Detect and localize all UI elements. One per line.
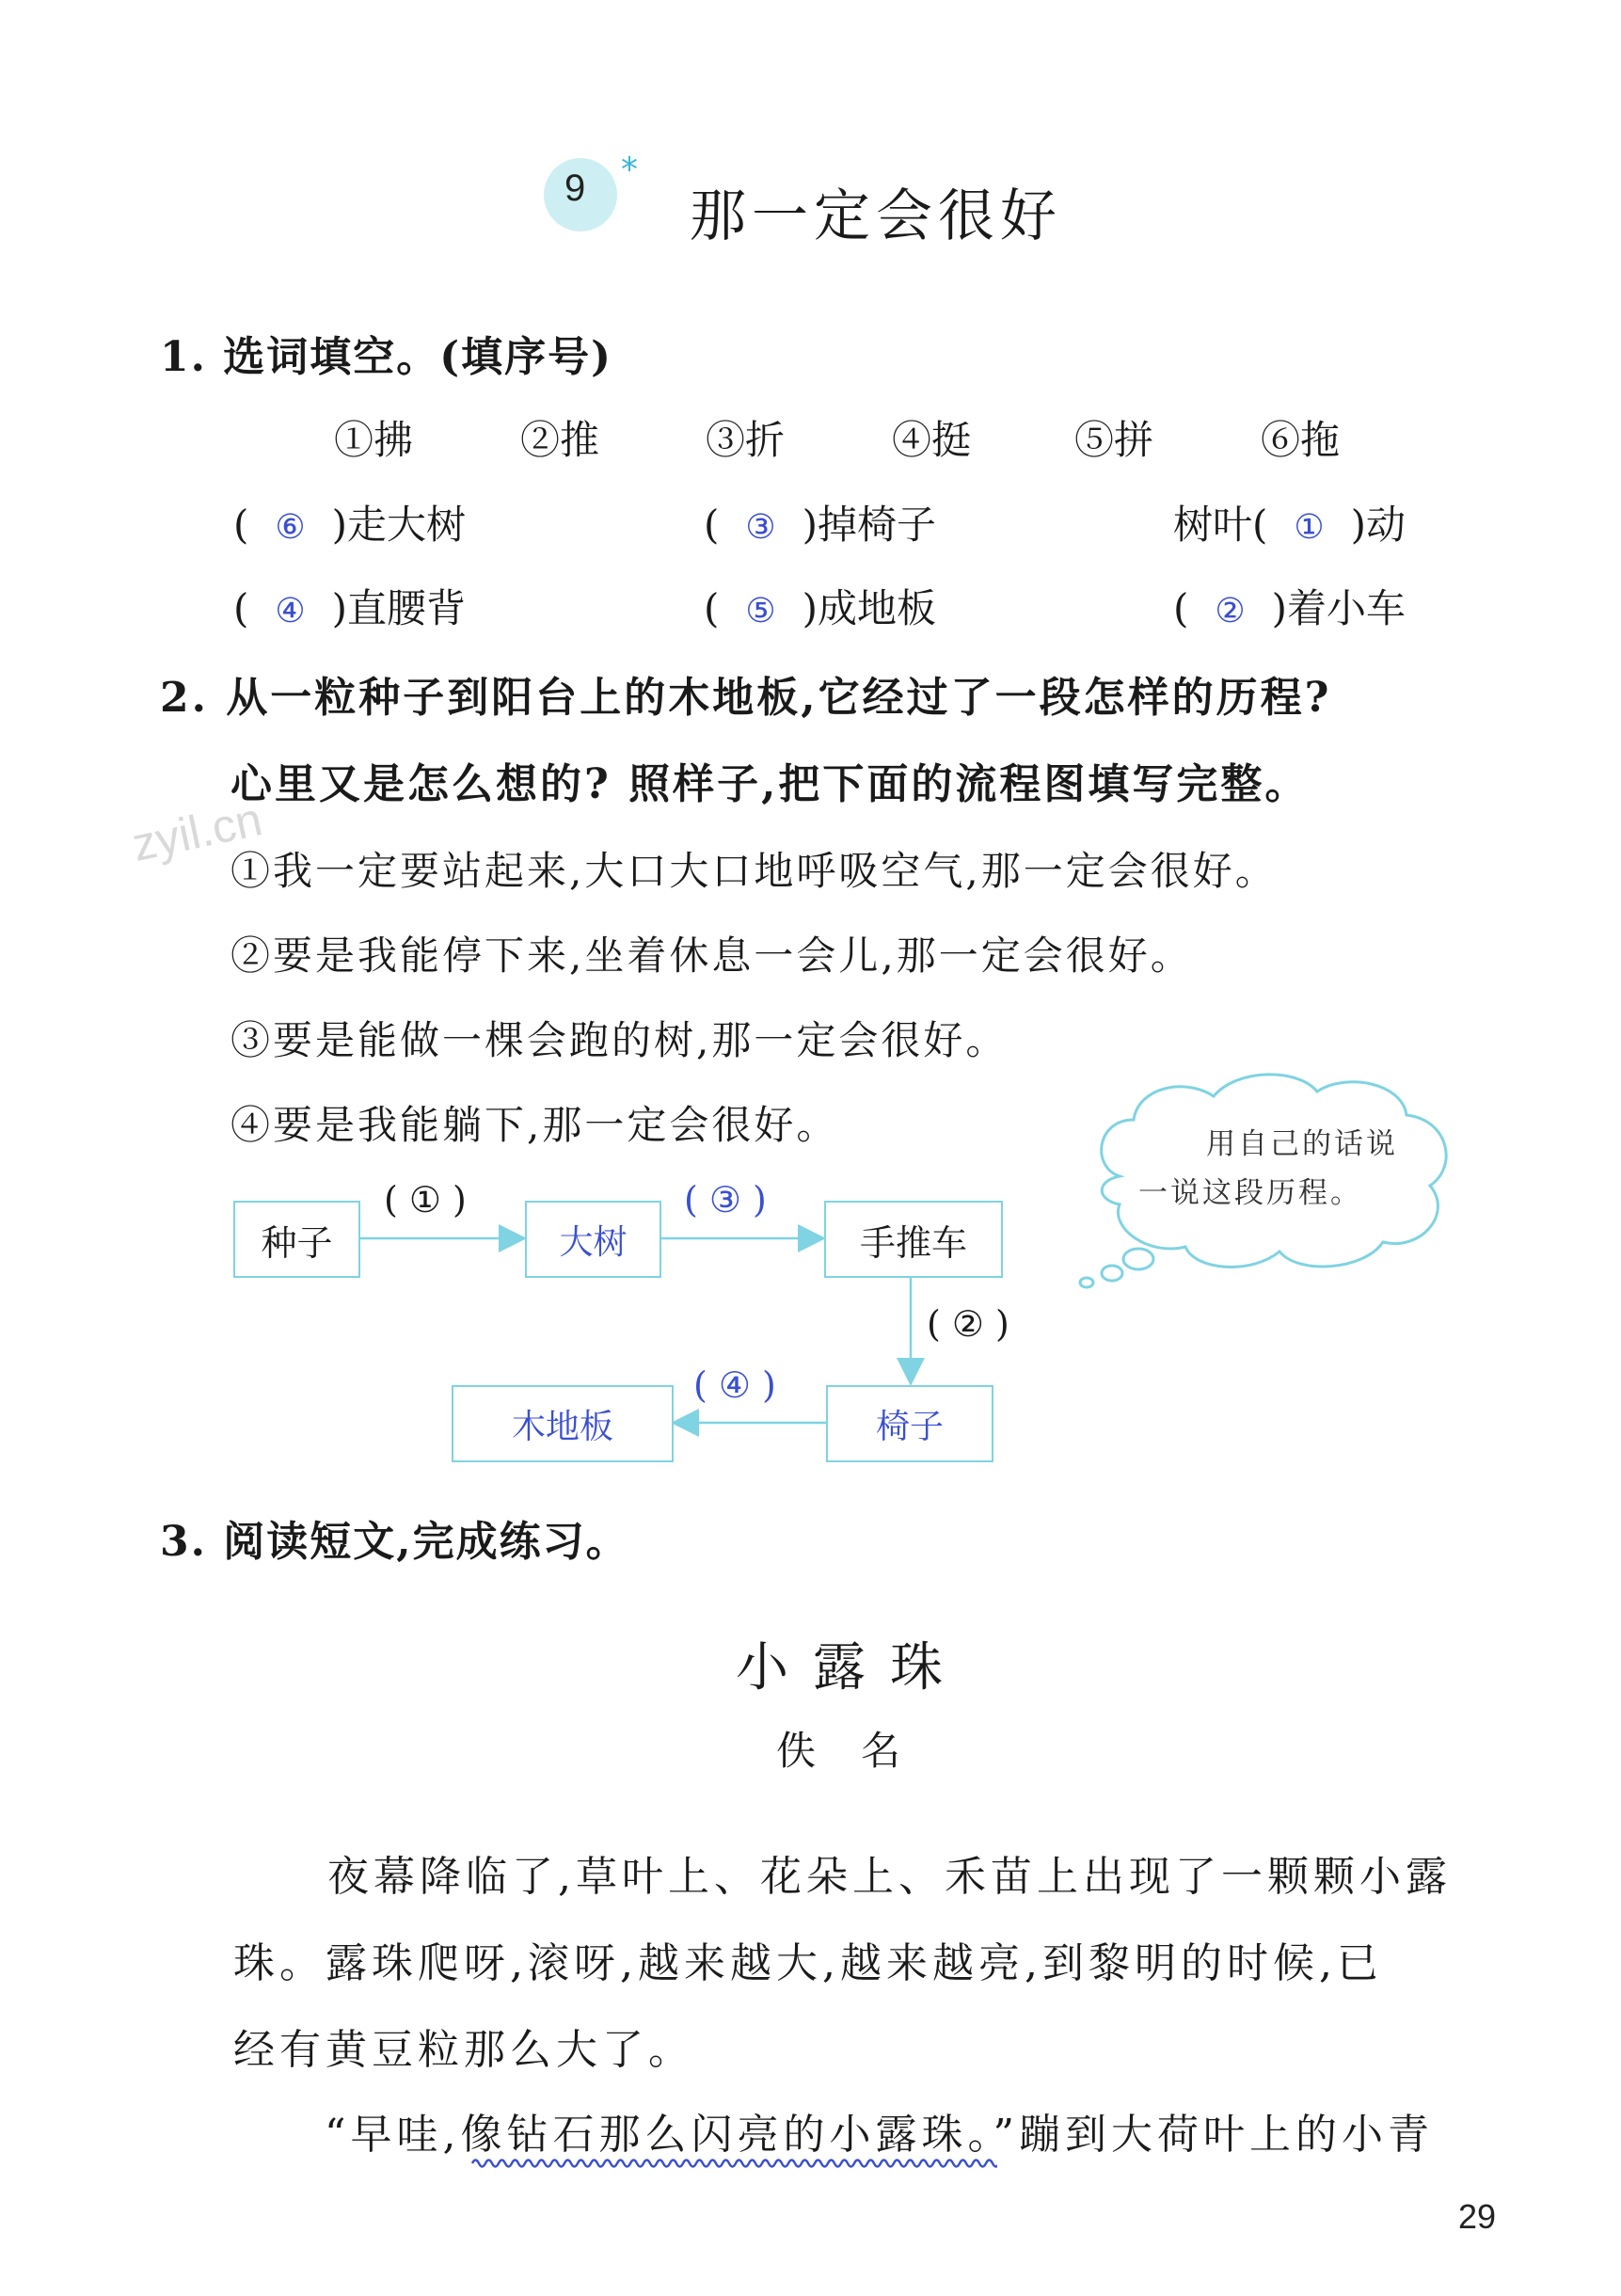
answer-text[interactable]: ④ [275,592,306,630]
story-author: 佚名 [776,1728,946,1774]
flow-label-3[interactable]: ( ② ) [927,1303,1009,1345]
flow-box-floor[interactable]: 木地板 [452,1385,674,1462]
cloud-text-line1: 用自己的话说 [1206,1127,1398,1161]
q1-heading: 1. 选词填空。(填序号) [160,333,612,381]
flow-box-cart: 手推车 [824,1201,1003,1278]
lesson-star-icon: * [621,151,638,189]
wavy-underline [470,2153,997,2174]
flow-box-tree[interactable]: 大树 [525,1201,661,1278]
watermark: zyil.cn [127,792,267,871]
q2-heading-line2: 心里又是怎么想的? 照样子,把下面的流程图填写完整。 [230,760,1310,808]
cloud-text-line2: 一说这段历程。 [1138,1176,1362,1210]
option-item: ④挺 [892,417,972,463]
flow-label-2[interactable]: ( ③ ) [684,1179,767,1220]
fill-blank: ( ③ )掉椅子 [704,502,937,548]
answer-text[interactable]: ⑤ [745,592,776,630]
option-item: ③折 [706,417,786,463]
flow-box-seed: 种子 [233,1201,360,1278]
q2-heading-line1: 2. 从一粒种子到阳台上的木地板,它经过了一段怎样的历程? [160,674,1332,722]
story-title: 小露珠 [736,1637,967,1698]
answer-text[interactable]: ① [1294,508,1325,547]
answer-text[interactable]: ③ [745,508,776,547]
story-line: 经有黄豆粒那么大了。 [233,2026,694,2074]
statement-2: ②要是我能停下来,坐着休息一会儿,那一定会很好。 [230,933,1193,979]
answer-text[interactable]: ⑥ [275,508,306,547]
story-line: 珠。露珠爬呀,滚呀,越来越大,越来越亮,到黎明的时候,已 [233,1939,1383,1987]
option-item: ⑤拼 [1074,417,1154,463]
option-item: ②推 [520,417,600,463]
fill-blank: ( ⑤ )成地板 [704,585,937,631]
fill-blank: ( ④ )直腰背 [233,585,467,631]
statement-4: ④要是我能躺下,那一定会很好。 [230,1102,839,1148]
statement-3: ③要是能做一棵会跑的树,那一定会很好。 [230,1017,1009,1063]
statement-1: ①我一定要站起来,大口大口地呼吸空气,那一定会很好。 [230,848,1278,894]
flow-box-chair[interactable]: 椅子 [826,1385,993,1462]
fill-blank: ( ⑥ )走大树 [233,502,467,548]
lesson-title: 那一定会很好 [690,183,1062,249]
fill-blank: 树叶( ① )动 [1173,502,1406,548]
story-line: 夜幕降临了,草叶上、花朵上、禾苗上出现了一颗颗小露 [327,1853,1452,1901]
option-item: ①拂 [334,417,414,463]
flow-label-1: ( ① ) [384,1179,467,1220]
fill-blank: ( ② )着小车 [1173,585,1406,631]
answer-text[interactable]: ② [1215,592,1246,630]
option-item: ⑥拖 [1261,417,1341,463]
lesson-number: 9 [564,167,586,209]
flow-label-4[interactable]: ( ④ ) [693,1364,776,1406]
page-number: 29 [1458,2197,1497,2236]
story-line: “早哇,像钻石那么闪亮的小露珠。”蹦到大荷叶上的小青 [325,2111,1434,2159]
q3-heading: 3. 阅读短文,完成练习。 [160,1518,629,1566]
